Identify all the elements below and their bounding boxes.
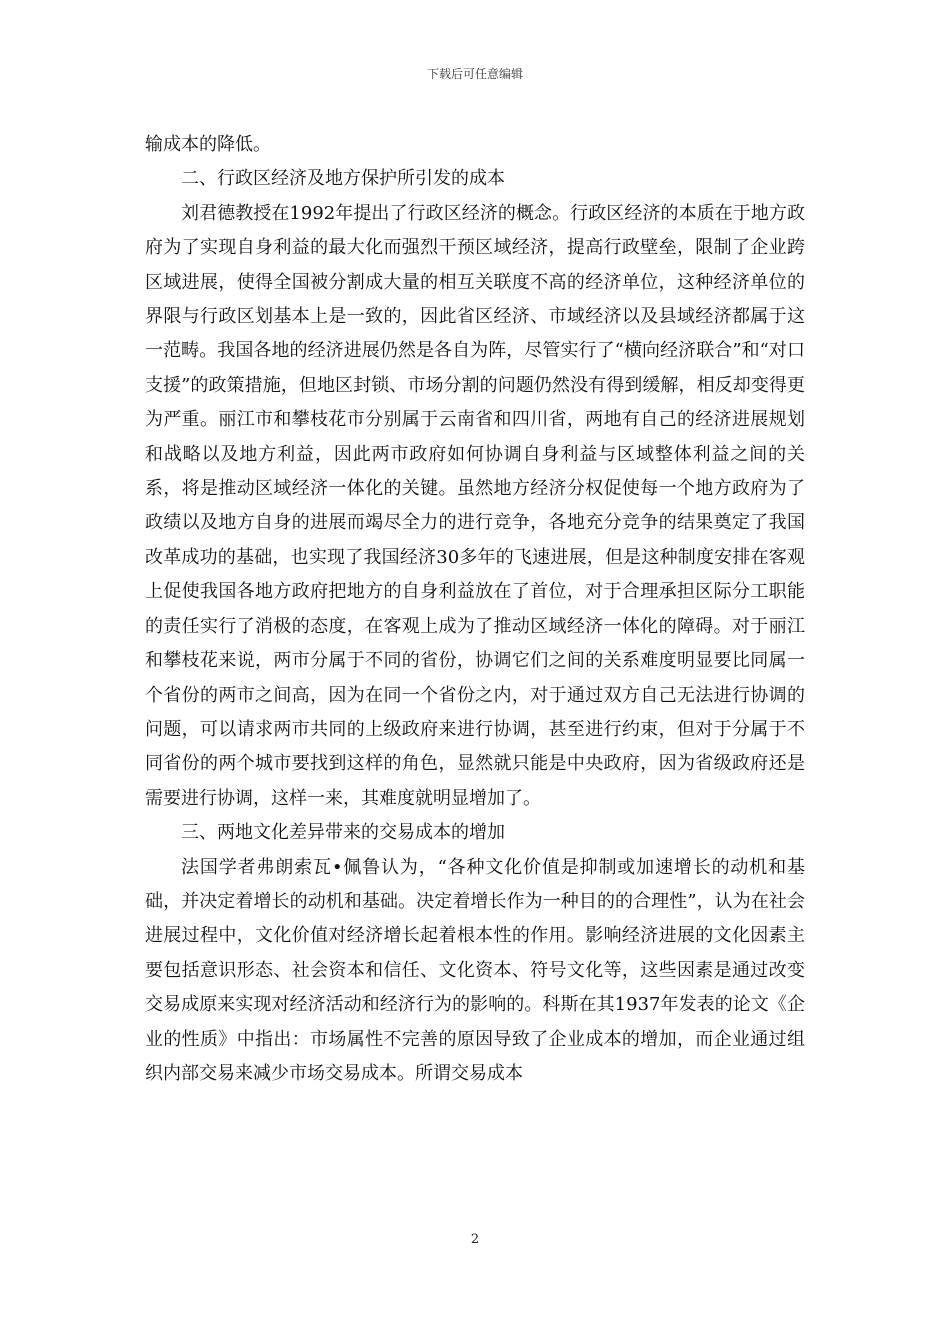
paragraph-cultural-difference: 法国学者弗朗索瓦•佩鲁认为，“各种文化价值是抑制或加速增长的动机和基础，并决定着增长的动机和基础。决定着增长作为一种目的的合理性”，认为在社会进展过程中，文化价值对经济增长起着根本性的作用。影响经济进展的文化因素主要包括意识形态、社会资本和信任、文化资本、符号文化等，这些因素是通过改变交易成原来实现对经济活动和经济行为的影响的。科斯在其1937年发表的论文《企业的性质》中指出：市场属性不完善的原因导致了企业成本的增加，而企业通过组织内部交易来减少市场交易成本。所谓交易成本	[145, 856, 805, 1084]
section-heading-3: 三、两地文化差异带来的交易成本的增加	[181, 822, 505, 844]
page-header: 下载后可任意编辑	[426, 67, 523, 81]
section-heading-2: 二、行政区经济及地方保护所引发的成本	[181, 168, 505, 190]
paragraph-administrative-economy: 刘君德教授在1992年提出了行政区经济的概念。行政区经济的本质在于地方政府为了实现自身利益的最大化而强烈干预区域经济，提高行政壁垒，限制了企业跨区域进展，使得全国被分割成大量的相互关联度不高的经济单位，这种经济单位的界限与行政区划基本上是一致的，因此省区经济、市域经济以及县域经济都属于这一范畴。我国各地的经济进展仍然是各自为阵，尽管实行了“横向经济联合”和“对口支援”的政策措施，但地区封锁、市场分割的问题仍然没有得到缓解，相反却变得更为严重。丽江市和攀枝花市分别属于云南省和四川省，两地有自己的经济进展规划和战略以及地方利益，因此两市政府如何协调自身利益与区域整体利益之间的关系，将是推动区域经济一体化的关键。虽然地方经济分权促使每一个地方政府为了政绩以及地方自身的进展而竭尽全力的进行竞争，各地充分竞争的结果奠定了我国改革成功的基础，也实现了我国经济30多年的飞速进展，但是这种制度安排在客观上促使我国各地方政府把地方的自身利益放在了首位，对于合理承担区际分工职能的责任实行了消极的态度，在客观上成为了推动区域经济一体化的障碍。对于丽江和攀枝花来说，两市分属于不同的省份，协调它们之间的关系难度明显要比同属一个省份的两市之间高，因为在同一个省份之内，对于通过双方自己无法进行协调的问题，可以请求两市共同的上级政府来进行协调，甚至进行约束，但对于分属于不同省份的两个城市要找到这样的角色，显然就只能是中央政府，因为省级政府还是需要进行协调，这样一来，其难度就明显增加了。	[145, 202, 805, 809]
page-number: 2	[470, 1232, 480, 1247]
paragraph-continuation: 输成本的降低。	[145, 134, 271, 155]
document-body	[145, 128, 805, 1091]
